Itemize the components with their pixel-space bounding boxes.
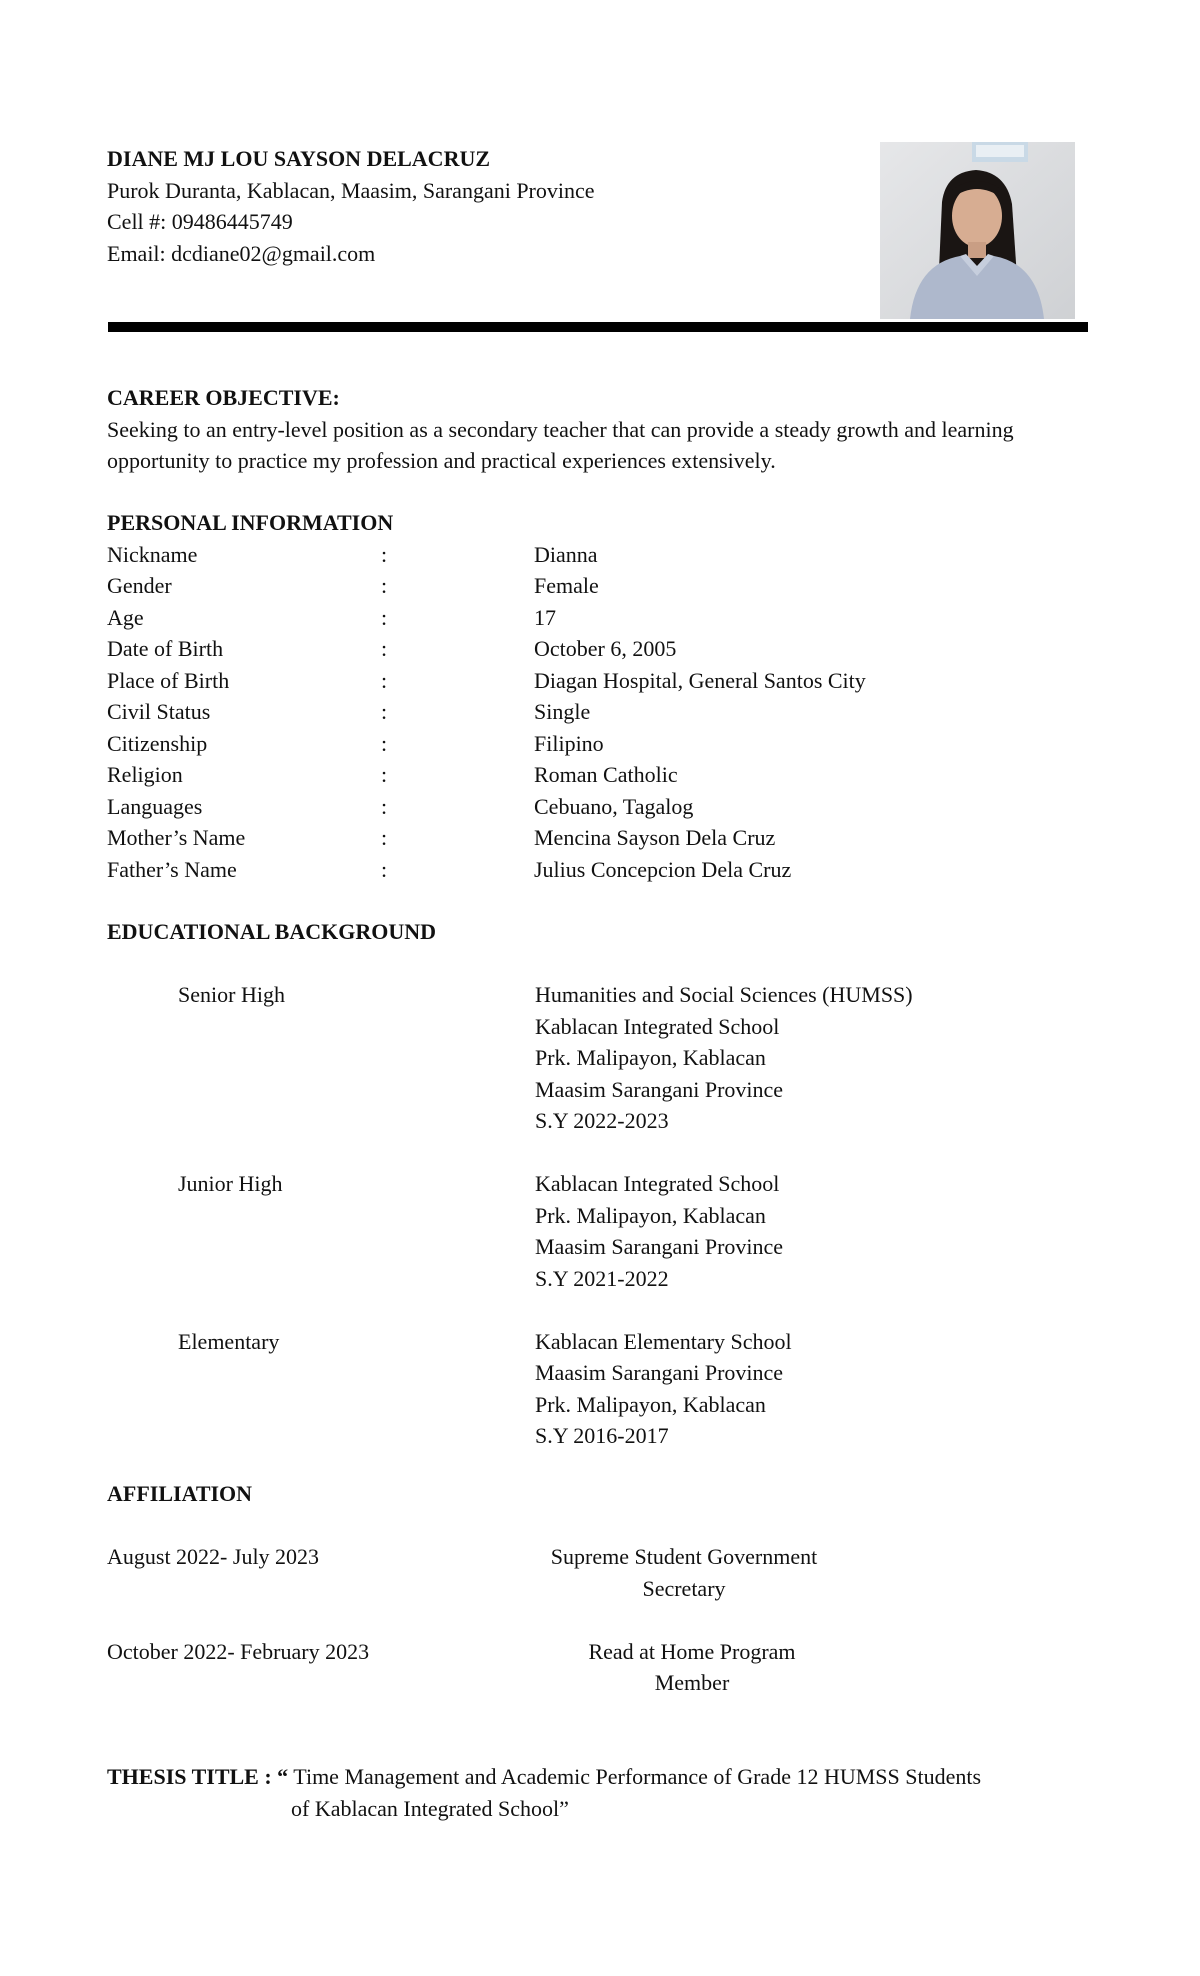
info-colon: : xyxy=(381,793,388,819)
career-objective-text: Seeking to an entry-level position as a secondary teacher that can provide a steady growth and learning opportunity to practice my profession and practical experiences extensively. xyxy=(107,416,1014,473)
info-row-civil-status xyxy=(107,696,1107,728)
info-label: Languages xyxy=(107,793,203,819)
education-line: S.Y 2022-2023 xyxy=(535,1108,669,1133)
info-colon: : xyxy=(381,730,388,756)
education-line: S.Y 2021-2022 xyxy=(535,1265,669,1291)
education-line: Prk. Malipayon, Kablacan xyxy=(535,1391,766,1417)
info-value: Diagan Hospital, General Santos City xyxy=(534,667,866,693)
info-value: Single xyxy=(534,699,591,724)
info-row-languages xyxy=(107,791,1107,823)
education-level xyxy=(107,979,535,1137)
career-objective-section xyxy=(107,382,1117,477)
educational-background-section xyxy=(107,916,1107,1452)
info-value: 17 xyxy=(534,604,556,630)
education-level xyxy=(107,1168,535,1294)
info-colon: : xyxy=(381,604,388,630)
info-colon: : xyxy=(381,699,388,724)
info-label: Gender xyxy=(107,573,172,598)
education-line: Maasim Sarangani Province xyxy=(535,1234,784,1259)
info-label: Nickname xyxy=(107,541,198,567)
info-colon: : xyxy=(381,825,388,850)
info-row-gender xyxy=(107,570,1107,602)
info-value: Dianna xyxy=(534,541,598,567)
info-colon: : xyxy=(381,573,388,598)
info-colon: : xyxy=(381,667,388,693)
education-line: Kablacan Integrated School xyxy=(535,1013,780,1039)
personal-information-heading: PERSONAL INFORMATION xyxy=(107,510,394,535)
education-line: Maasim Sarangani Province xyxy=(535,1360,784,1385)
info-row-nickname xyxy=(107,539,1107,571)
educational-background-heading: EDUCATIONAL BACKGROUND xyxy=(107,919,437,944)
education-line: Prk. Malipayon, Kablacan xyxy=(535,1202,766,1228)
info-label: Date of Birth xyxy=(107,636,224,661)
info-label: Place of Birth xyxy=(107,667,230,693)
affiliation-organization xyxy=(534,1541,834,1604)
info-label: Age xyxy=(107,604,144,630)
education-line: S.Y 2016-2017 xyxy=(535,1423,669,1448)
info-colon: : xyxy=(381,856,388,882)
education-line: Maasim Sarangani Province xyxy=(535,1076,784,1102)
education-details xyxy=(535,979,913,1137)
thesis-title-part-1: Time Management and Academic Performance of Grade 12 HUMSS Students xyxy=(288,1764,982,1789)
education-details xyxy=(535,1326,792,1452)
profile-photo xyxy=(880,142,1075,319)
info-row-date-of-birth xyxy=(107,633,1107,665)
education-entry-elementary xyxy=(107,1326,1107,1452)
info-row-fathers-name xyxy=(107,854,1107,886)
info-colon: : xyxy=(381,636,388,661)
thesis-label: THESIS TITLE : “ xyxy=(107,1764,289,1789)
affiliation-org-name: Supreme Student Government xyxy=(550,1544,818,1569)
education-level-label: Junior High xyxy=(178,1171,283,1196)
info-row-mothers-name xyxy=(107,822,1107,854)
education-level xyxy=(107,1326,535,1452)
affiliation-role: Member xyxy=(654,1670,730,1695)
address: Purok Duranta, Kablacan, Maasim, Sarangani Province xyxy=(107,177,595,203)
info-colon: : xyxy=(381,762,388,787)
info-row-place-of-birth xyxy=(107,665,1107,697)
affiliation-date: October 2022- February 2023 xyxy=(107,1638,370,1664)
info-label: Citizenship xyxy=(107,730,208,756)
affiliation-role: Secretary xyxy=(642,1575,726,1601)
info-label: Father’s Name xyxy=(107,856,237,882)
info-row-citizenship xyxy=(107,728,1107,760)
info-row-age xyxy=(107,602,1107,634)
info-value: Filipino xyxy=(534,730,604,756)
affiliation-organization xyxy=(534,1636,842,1699)
affiliation-date: August 2022- July 2023 xyxy=(107,1544,320,1569)
education-details xyxy=(535,1168,783,1294)
education-entry-senior-high xyxy=(107,979,1107,1137)
education-entry-junior-high xyxy=(107,1168,1107,1294)
education-line: Prk. Malipayon, Kablacan xyxy=(535,1045,766,1070)
thesis-title-part-2: of Kablacan Integrated School” xyxy=(291,1795,569,1821)
education-line: Humanities and Social Sciences (HUMSS) xyxy=(535,982,913,1007)
affiliation-section xyxy=(107,1478,1107,1699)
info-row-religion xyxy=(107,759,1107,791)
header-divider xyxy=(108,322,1088,332)
info-value: Julius Concepcion Dela Cruz xyxy=(534,856,792,882)
education-level-label: Senior High xyxy=(178,982,285,1007)
affiliation-heading: AFFILIATION xyxy=(107,1481,253,1506)
info-colon: : xyxy=(381,541,388,567)
education-line: Kablacan Integrated School xyxy=(535,1171,780,1196)
info-label: Mother’s Name xyxy=(107,825,246,850)
contact-header xyxy=(107,143,807,269)
info-value: Mencina Sayson Dela Cruz xyxy=(534,825,776,850)
thesis-section xyxy=(107,1761,1117,1824)
cell-number: Cell #: 09486445749 xyxy=(107,209,293,234)
affiliation-entry xyxy=(107,1541,1107,1604)
affiliation-entry xyxy=(107,1636,1107,1699)
affiliation-org-name: Read at Home Program xyxy=(588,1638,796,1664)
info-value: Cebuano, Tagalog xyxy=(534,793,694,819)
education-level-label: Elementary xyxy=(178,1328,280,1354)
career-objective-heading: CAREER OBJECTIVE: xyxy=(107,385,340,410)
info-label: Religion xyxy=(107,762,183,787)
personal-information-section xyxy=(107,507,1107,885)
info-label: Civil Status xyxy=(107,699,211,724)
info-value: Roman Catholic xyxy=(534,762,678,787)
email: Email: dcdiane02@gmail.com xyxy=(107,240,376,266)
education-line: Kablacan Elementary School xyxy=(535,1328,792,1354)
thesis-line-1 xyxy=(107,1761,1117,1793)
info-value: Female xyxy=(534,573,599,598)
full-name: DIANE MJ LOU SAYSON DELACRUZ xyxy=(107,146,491,171)
info-value: October 6, 2005 xyxy=(534,636,677,661)
